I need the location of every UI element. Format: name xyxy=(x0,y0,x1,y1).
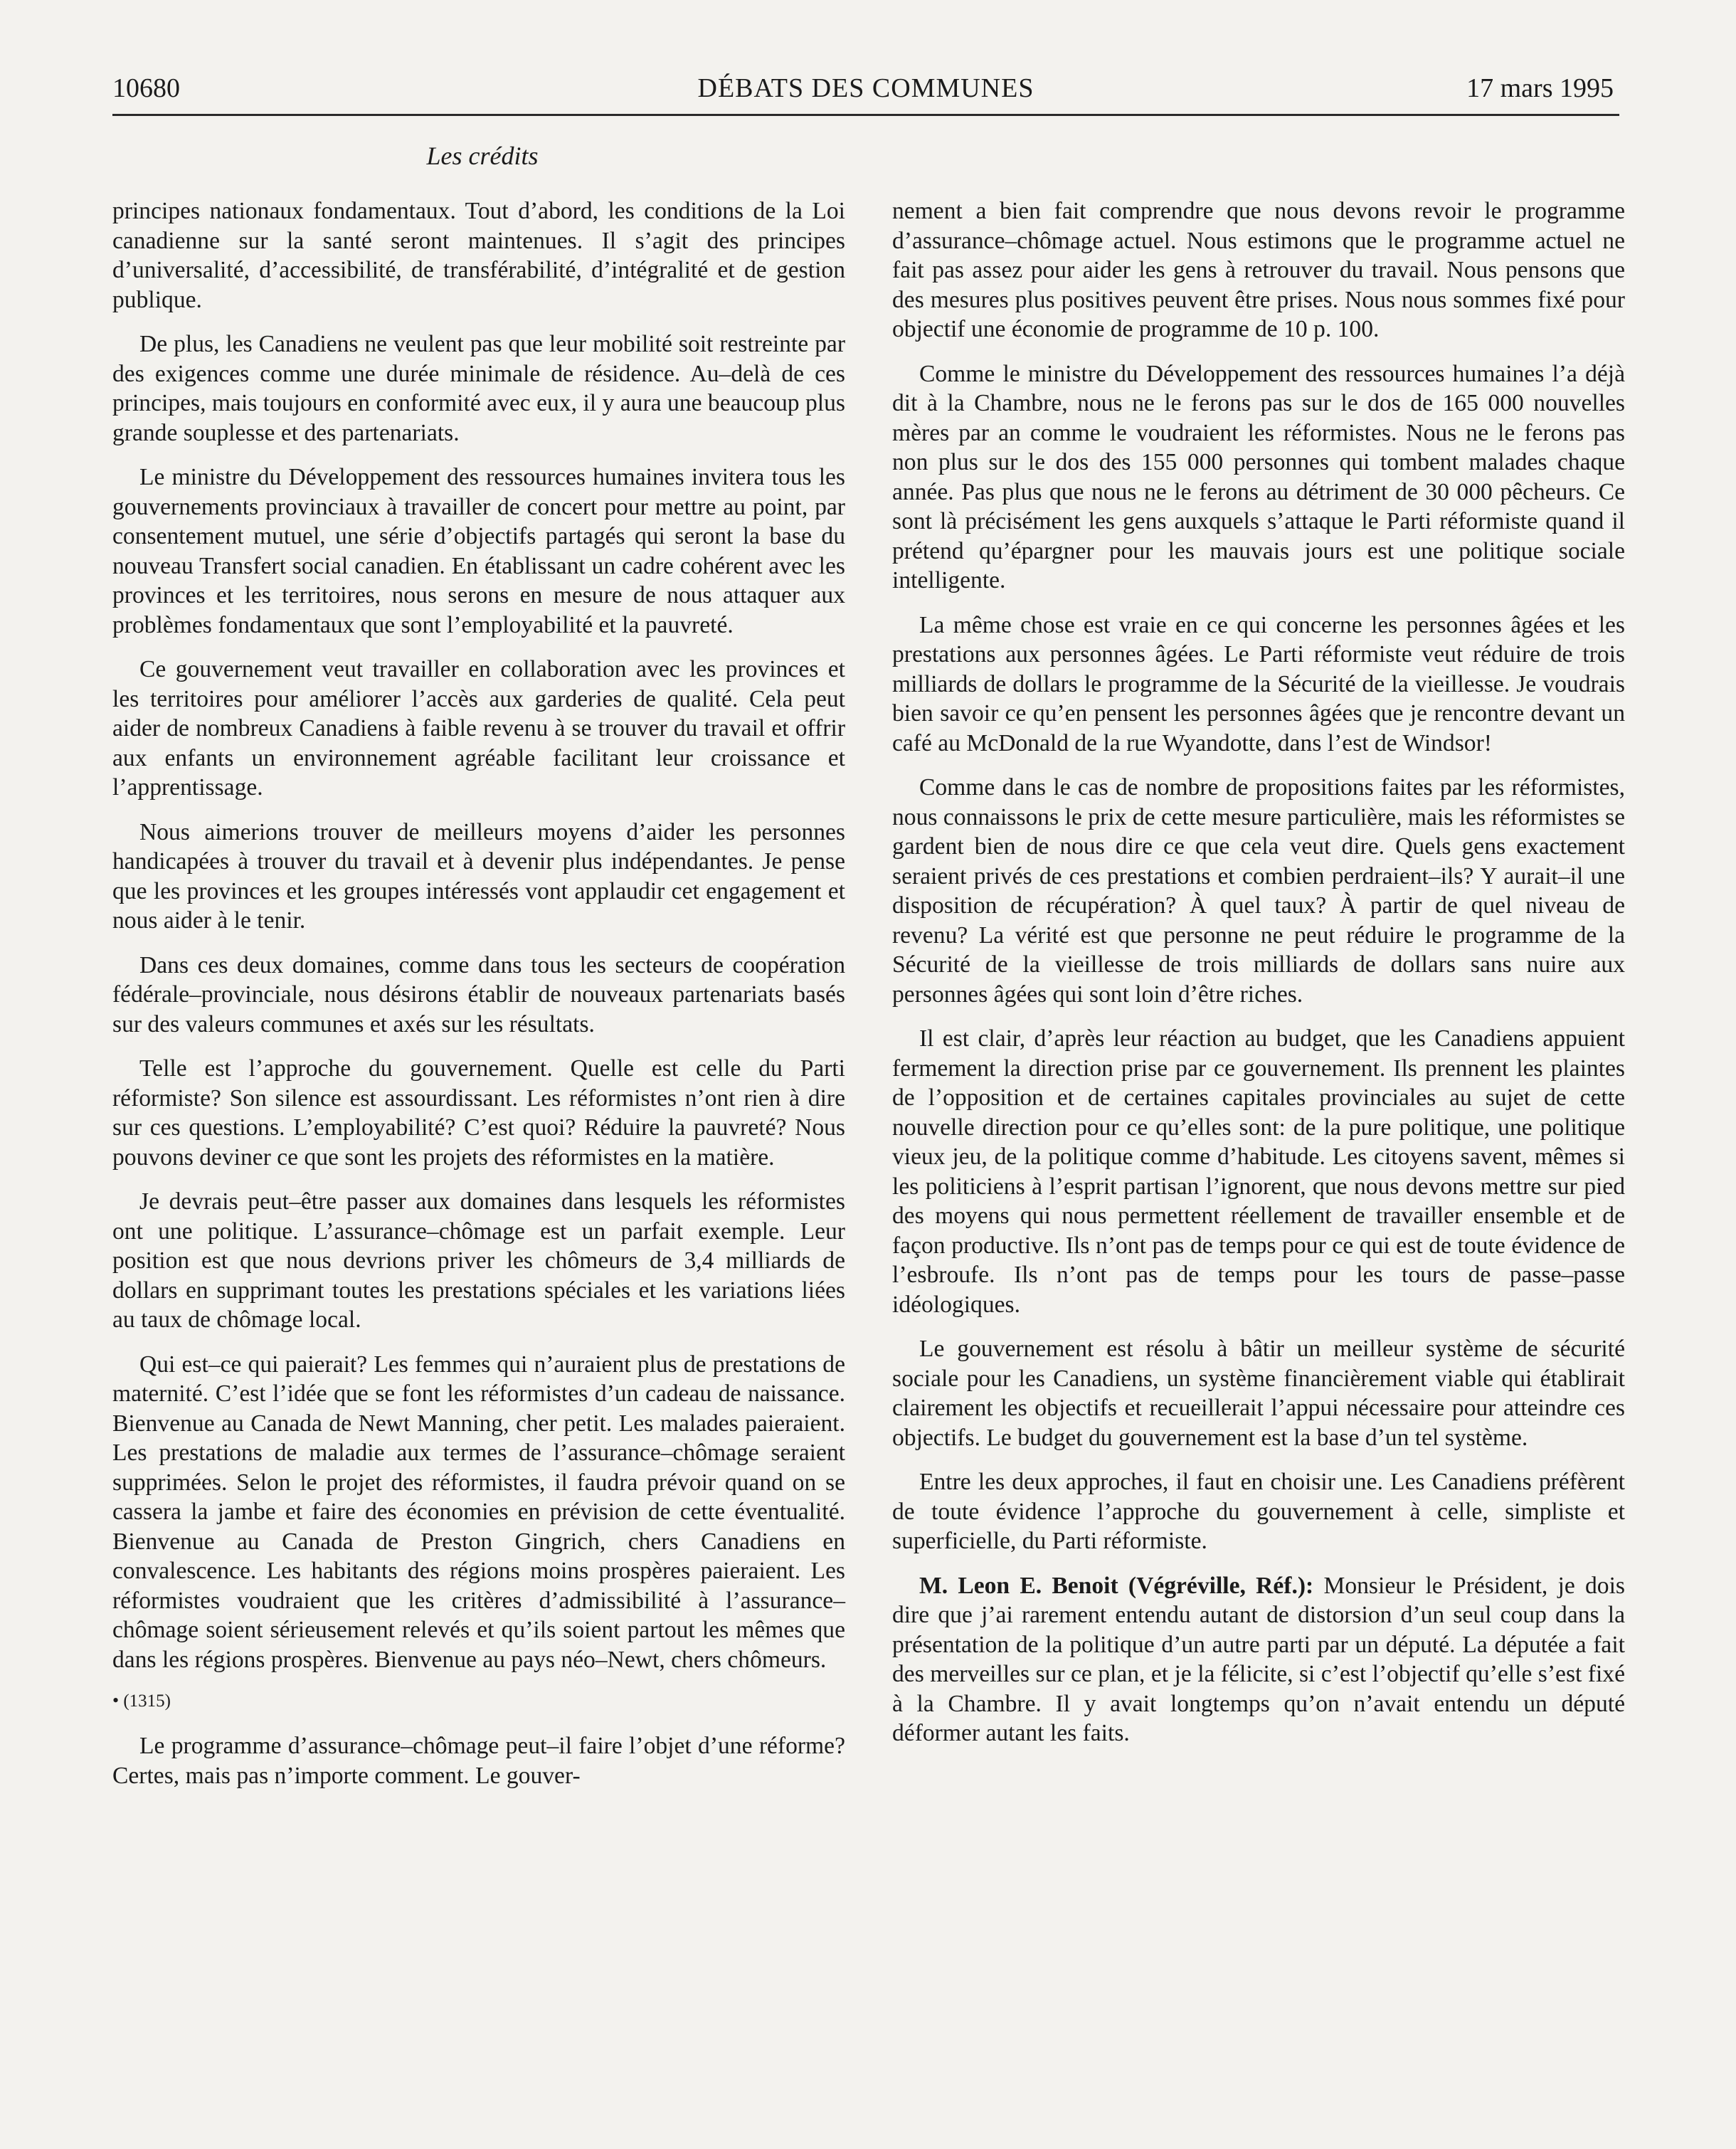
issue-date: 17 mars 1995 xyxy=(1466,73,1614,103)
speech-paragraph xyxy=(892,1571,1625,1748)
paragraph: Nous aimerions trouver de meilleurs moyens d’aider les personnes handicapées à trouver du travail et à devenir plus indépendantes. Je pense que les provinces et les groupes intéressés vont applaudir cet engagement et nous aider à le tenir. xyxy=(112,818,845,934)
paragraph: Comme dans le cas de nombre de propositions faites par les réformistes, nous connaissons le prix de cette mesure particulière, mais les réformistes se gardent bien de nous dire ce que cela veut dire. Quels gens exactement seraient privés de ces prestations et combien perdraient–ils? Y aurait–il une disposition de récupération? À quel taux? À partir de quel niveau de revenu? La vérité est que personne ne peut réduire le programme de la Sécurité de la vieillesse de trois milliards de dollars sans nuire aux personnes âgées qui sont loin d’être riches. xyxy=(892,774,1625,1008)
paragraph: Il est clair, d’après leur réaction au budget, que les Canadiens appuient fermement la direction prise par ce gouvernement. Ils prennent les plaintes de l’opposition et de certaines capitales provinciales au sujet de cette nouvelle direction pour ce qu’elles sont: de la pure politique, une politique vieux jeu, de la politique comme d’habitude. Les citoyens savent, mêmes si les politiciens à l’esprit partisan l’ignorent, que nous devons mettre sur pied des moyens qui nous permettent réellement de travailler ensemble et de façon productive. Ils n’ont pas de temps pour ce qui est de toute évidence de l’esbroufe. Ils n’ont pas de temps pour les tours de passe–passe idéologiques. xyxy=(892,1025,1625,1318)
paragraph: nement a bien fait comprendre que nous devons revoir le programme d’assurance–chômage actuel. Nous estimons que le programme actuel ne fait pas assez pour aider les gens à retrouver du travail. Nous pensons que des mesures plus positives peuvent être prises. Nous nous sommes fixé pour objectif une économie de programme de 10 p. 100. xyxy=(892,198,1625,342)
time-stamp: (1315) xyxy=(123,1691,171,1711)
paragraph: Je devrais peut–être passer aux domaines dans lesquels les réformistes ont une politique. L’assurance–chômage est un parfait exemple. Leur position est que nous devrions priver les chômeurs de 3,4 milliards de dollars en supprimant toutes les prestations spéciales et les variations liées au taux de chômage local. xyxy=(112,1188,845,1333)
page-number: 10680 xyxy=(112,73,180,103)
paragraph: Comme le ministre du Développement des ressources humaines l’a déjà dit à la Chambre, nous ne le ferons pas sur le dos de 165 000 nouvelles mères par an comme le voudraient les réformistes. Nous ne le ferons pas non plus sur le dos des 155 000 personnes qui tombent malades chaque année. Pas plus que nous ne le ferons au détriment de 30 000 pêcheurs. Ce sont là précisément les gens auxquels s’attaque le Parti réformiste quand il prétend qu’épargner pour les mauvais jours est une politique sociale intelligente. xyxy=(892,360,1625,593)
bullet-icon: • xyxy=(112,1690,120,1711)
paragraph: Le programme d’assurance–chômage peut–il faire l’objet d’une réforme? Certes, mais pas n’importe comment. Le gouver- xyxy=(112,1733,845,1789)
paragraph: De plus, les Canadiens ne veulent pas que leur mobilité soit restreinte par des exigences comme une durée minimale de résidence. Au–delà de ces principes, mais toujours en conformité avec eux, il y aura une beaucoup plus grande souplesse et des partenariats. xyxy=(112,331,845,446)
paragraph: Telle est l’approche du gouvernement. Quelle est celle du Parti réformiste? Son silence est assourdissant. Les réformistes n’ont rien à dire sur ces questions. L’employabilité? C’est quoi? Réduire la pauvreté? Nous pouvons deviner ce que sont les projets des réformistes en la matière. xyxy=(112,1055,845,1171)
speaker-name: M. Leon E. Benoit (Végréville, Réf.): xyxy=(919,1572,1314,1599)
paragraph: principes nationaux fondamentaux. Tout d’abord, les conditions de la Loi canadienne sur la santé seront maintenues. Il s’agit des principes d’universalité, d’accessibilité, de transférabilité, d’intégralité et de gestion publique. xyxy=(112,198,845,313)
paragraph: Le ministre du Développement des ressources humaines invitera tous les gouvernements provinciaux à travailler de concert pour mettre au point, par consentement mutuel, une série d’objectifs partagés qui seront la base du nouveau Transfert social canadien. En établissant un cadre cohérent avec les provinces et les territoires, nous serons en mesure de nous attaquer aux problèmes fondamentaux que sont l’employabilité et la pauvreté. xyxy=(112,464,845,638)
paragraph: Le gouvernement est résolu à bâtir un meilleur système de sécurité sociale pour les Canadiens, un système financièrement viable qui établirait clairement les objectifs et recueillerait l’appui nécessaire pour atteindre ces objectifs. Le budget du gouvernement est la base d’un tel système. xyxy=(892,1336,1625,1451)
publication-title: DÉBATS DES COMMUNES xyxy=(697,73,1034,103)
time-marker xyxy=(112,1689,845,1713)
left-column xyxy=(112,196,845,1790)
paragraph: Qui est–ce qui paierait? Les femmes qui n’auraient plus de prestations de maternité. C’est l’idée que se font les réformistes d’un cadeau de naissance. Bienvenue au Canada de Newt Manning, cher petit. Les malades paieraient. Les prestations de maladie aux termes de l’assurance–chômage seraient supprimées. Selon le projet des réformistes, il faudra prévoir quand on se cassera la jambe et faire des économies en prévision de cette éventualité. Bienvenue au Canada de Preston Gingrich, chers Canadiens en convalescence. Les habitants des régions moins prospères paieraient. Les réformistes voudraient que les critères d’admissibilité à l’assurance–chômage soient sérieusement relevés et qu’ils soient partout les mêmes que dans les régions prospères. Bienvenue au pays néo–Newt, chers chômeurs. xyxy=(112,1351,845,1673)
speech-text: Monsieur le Président, je dois dire que j’ai rarement entendu autant de distorsion d’un seul coup dans la présentation de la politique d’un autre parti par un député. La députée a fait des merveilles sur ce plan, et je la félicite, si c’est l’objectif qu’elle s’est fixé à la Chambre. Il y avait longtemps qu’on n’avait entendu un député déformer autant les faits. xyxy=(892,1572,1625,1746)
running-header xyxy=(112,70,1619,116)
paragraph: La même chose est vraie en ce qui concerne les personnes âgées et les prestations aux personnes âgées. Le Parti réformiste veut réduire de trois milliards de dollars le programme de la Sécurité de la vieillesse. Je voudrais bien savoir ce qu’en pensent les personnes âgées que je rencontre devant un café au McDonald de la rue Wyandotte, dans l’est de Windsor! xyxy=(892,611,1625,756)
paragraph: Entre les deux approches, il faut en choisir une. Les Canadiens préfèrent de toute évidence l’approche du gouvernement à celle, simpliste et superficielle, du Parti réformiste. xyxy=(892,1469,1625,1554)
paragraph: Ce gouvernement veut travailler en collaboration avec les provinces et les territoires pour améliorer l’accès aux garderies de qualité. Cela peut aider de nombreux Canadiens à faible revenu à se trouver du travail et offrir aux enfants un environnement agréable facilitant leur croissance et l’apprentissage. xyxy=(112,656,845,801)
paragraph: Dans ces deux domaines, comme dans tous les secteurs de coopération fédérale–provinciale, nous désirons établir de nouveaux partenariats basés sur des valeurs communes et axés sur les résultats. xyxy=(112,951,845,1037)
section-title: Les crédits xyxy=(426,142,539,170)
right-column xyxy=(892,196,1625,1748)
